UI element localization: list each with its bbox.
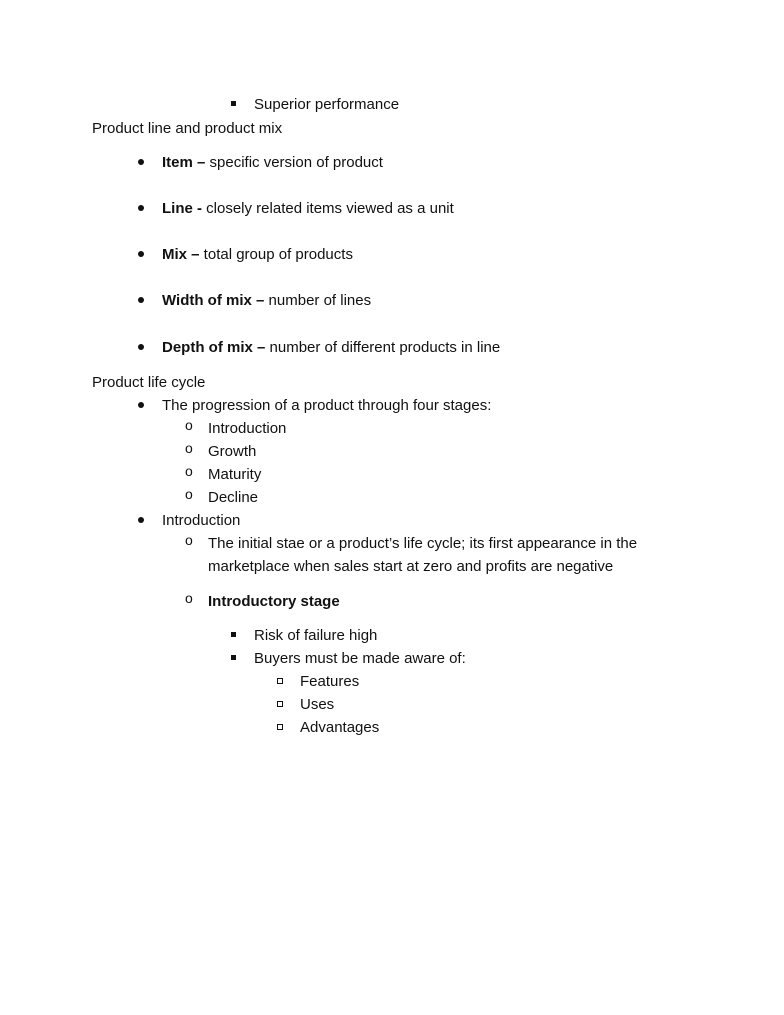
circle-bullet-icon: o — [185, 417, 193, 433]
definition-line — [162, 200, 454, 218]
square-bullet-icon — [231, 655, 236, 660]
disc-bullet-icon — [138, 159, 144, 165]
circle-bullet-icon: o — [185, 463, 193, 479]
definition-desc: specific version of product — [205, 154, 383, 171]
introduction-desc-line2: marketplace when sales start at zero and profits are negative — [208, 558, 614, 575]
square-bullet-icon — [231, 101, 236, 106]
definition-width — [162, 292, 371, 310]
definition-desc: total group of products — [199, 246, 353, 263]
awareness-item: Features — [300, 673, 360, 690]
stage-item: Introduction — [208, 420, 287, 437]
introductory-stage-heading-text: Introductory stage — [208, 593, 340, 610]
stage-item: Maturity — [208, 466, 262, 483]
disc-bullet-icon — [138, 205, 144, 211]
definition-item — [162, 154, 383, 172]
disc-bullet-icon — [138, 251, 144, 257]
stage-item: Growth — [208, 443, 257, 460]
definition-desc: closely related items viewed as a unit — [202, 200, 454, 217]
awareness-item: Advantages — [300, 719, 380, 736]
introduction-desc-line1: The initial stae or a product’s life cycle; its first appearance in the — [208, 535, 638, 552]
circle-bullet-icon: o — [185, 590, 193, 606]
circle-bullet-icon: o — [185, 486, 193, 502]
definition-term: Item – — [162, 154, 206, 171]
intro-point: Buyers must be made aware of: — [254, 650, 466, 667]
progression-text: The progression of a product through four stages: — [162, 397, 492, 414]
awareness-item: Uses — [300, 696, 335, 713]
circle-bullet-icon: o — [185, 440, 193, 456]
definition-mix — [162, 246, 353, 264]
hollow-square-bullet-icon — [277, 724, 283, 730]
hollow-square-bullet-icon — [277, 701, 283, 707]
definition-term: Mix – — [162, 246, 200, 263]
definition-term: Line - — [162, 200, 202, 217]
top-bullet-text: Superior performance — [254, 96, 400, 113]
hollow-square-bullet-icon — [277, 678, 283, 684]
definition-depth — [162, 339, 500, 357]
square-bullet-icon — [231, 632, 236, 637]
introduction-label: Introduction — [162, 512, 241, 529]
introductory-stage-heading — [208, 593, 340, 611]
section-heading-product-line: Product line and product mix — [92, 120, 283, 137]
disc-bullet-icon — [138, 517, 144, 523]
circle-bullet-icon: o — [185, 532, 193, 548]
definition-desc: number of lines — [264, 292, 372, 309]
definition-term: Depth of mix – — [162, 339, 266, 356]
definition-term: Width of mix – — [162, 292, 265, 309]
stage-item: Decline — [208, 489, 259, 506]
disc-bullet-icon — [138, 297, 144, 303]
definition-desc: number of different products in line — [265, 339, 501, 356]
disc-bullet-icon — [138, 402, 144, 408]
section-heading-life-cycle: Product life cycle — [92, 374, 206, 391]
disc-bullet-icon — [138, 344, 144, 350]
intro-point: Risk of failure high — [254, 627, 378, 644]
